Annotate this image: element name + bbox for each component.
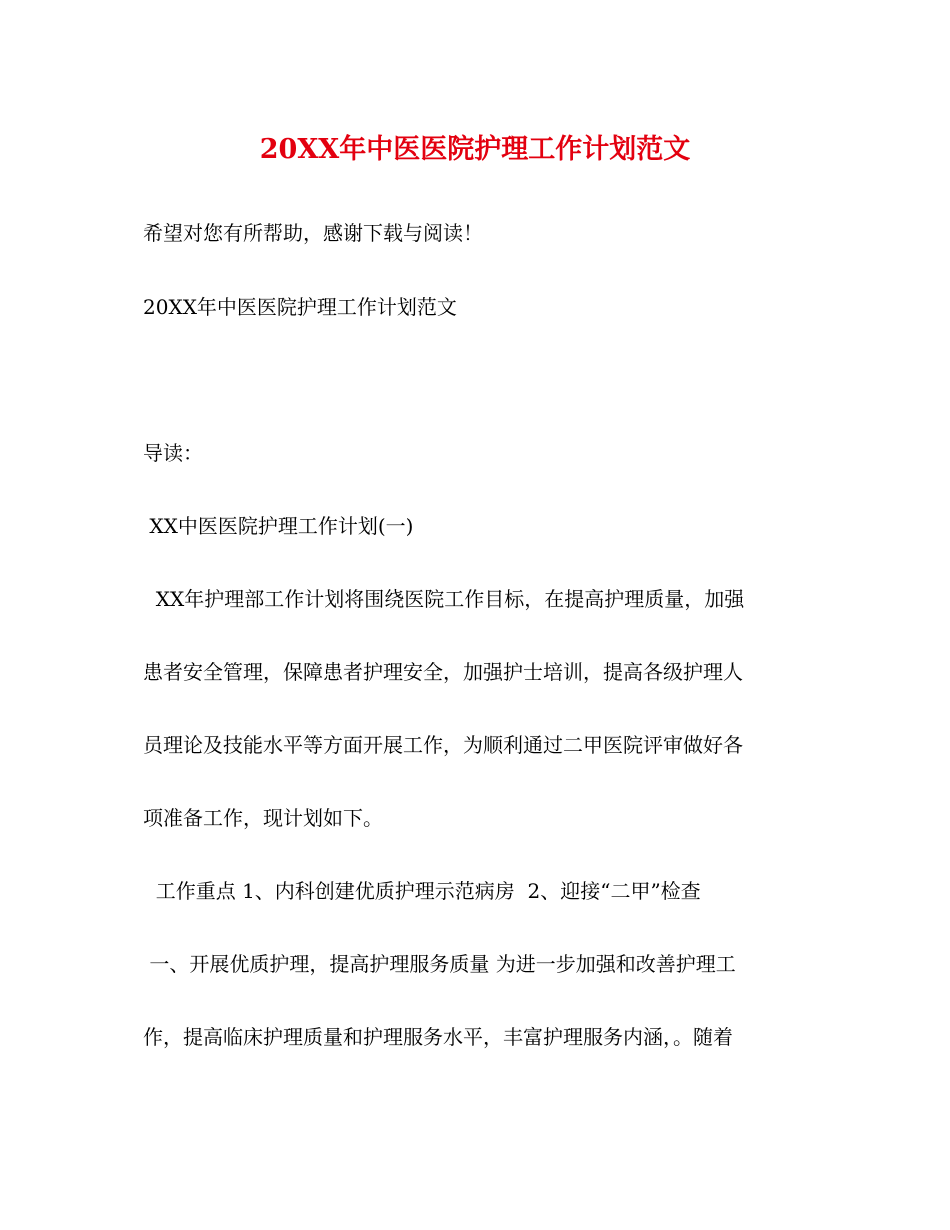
work-focus-line: 工作重点 1、内科创建优质护理示范病房 2、迎接“二甲”检查	[143, 879, 701, 903]
body-paragraph-line: XX年护理部工作计划将围绕医院工作目标，在提高护理质量，加强	[143, 587, 745, 611]
subtitle-line: 20XX年中医医院护理工作计划范文	[143, 295, 457, 319]
intro-thanks-line: 希望对您有所帮助，感谢下载与阅读！	[143, 221, 483, 245]
section-heading: XX中医医院护理工作计划(一)	[143, 514, 414, 538]
body-paragraph-line: 一、开展优质护理，提高护理服务质量 为进一步加强和改善护理工	[143, 952, 736, 976]
body-paragraph-line: 员理论及技能水平等方面开展工作，为顺利通过二甲医院评审做好各	[143, 733, 743, 757]
body-paragraph-line: 项准备工作，现计划如下。	[143, 806, 383, 830]
body-paragraph-line: 患者安全管理，保障患者护理安全，加强护士培训，提高各级护理人	[143, 660, 743, 684]
body-paragraph-line: 作，提高临床护理质量和护理服务水平，丰富护理服务内涵，。随着	[143, 1025, 733, 1049]
guide-label: 导读：	[143, 441, 203, 465]
document-title: 20XX年中医医院护理工作计划范文	[259, 134, 691, 165]
